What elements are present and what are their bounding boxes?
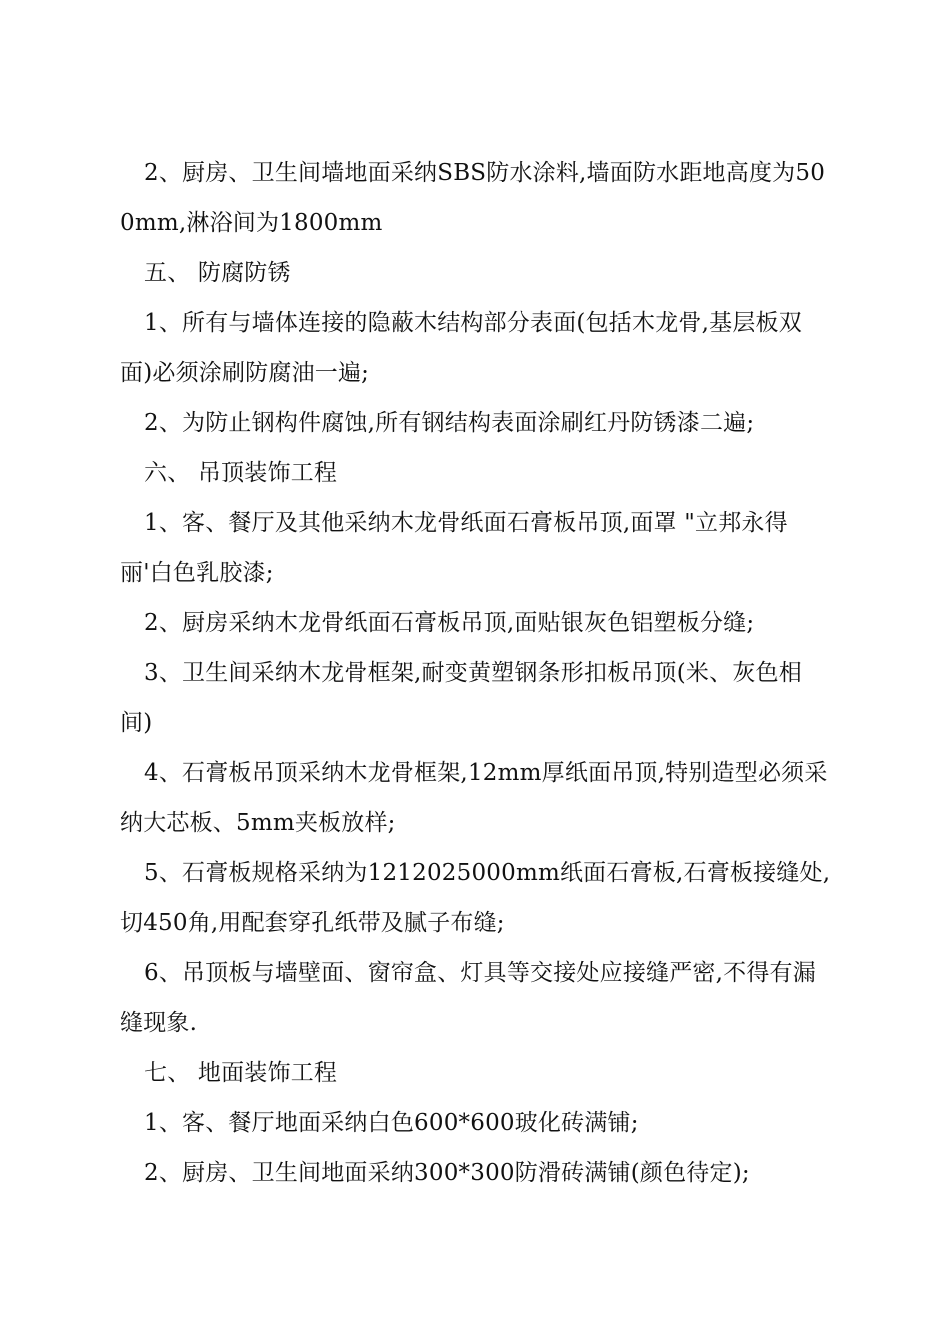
paragraph-floor-living-dining: 1、客、餐厅地面采纳白色600*600玻化砖满铺; [144,1110,639,1136]
paragraph-floor-kitchen-bath: 2、厨房、卫生间地面采纳300*300防滑砖满铺(颜色待定); [144,1160,750,1186]
paragraph-ceiling-kitchen: 2、厨房采纳木龙骨纸面石膏板吊顶,面贴银灰色铝塑板分缝; [144,610,755,636]
section-heading-anticorrosion: 五、 防腐防锈 [144,260,291,286]
paragraph-anticorrosion-wood: 1、所有与墙体连接的隐蔽木结构部分表面(包括木龙骨,基层板双面)必须涂刷防腐油一遍; [120,310,802,386]
paragraph-ceiling-living-dining: 1、客、餐厅及其他采纳木龙骨纸面石膏板吊顶,面罩 "立邦永得丽'白色乳胶漆; [120,510,788,586]
paragraph-waterproof-kitchen-bath: 2、厨房、卫生间墙地面采纳SBS防水涂料,墙面防水距地高度为500mm,淋浴间为1800mm [120,160,826,236]
paragraph-ceiling-gypsum-frame: 4、石膏板吊顶采纳木龙骨框架,12mm厚纸面吊顶,特别造型必须采纳大芯板、5mm夹板放样; [120,760,828,836]
document-body [120,148,832,1198]
paragraph-ceiling-gypsum-spec: 5、石膏板规格采纳为1212025000mm纸面石膏板,石膏板接缝处,切450角,用配套穿孔纸带及腻子布缝; [120,860,831,936]
paragraph-ceiling-bathroom: 3、卫生间采纳木龙骨框架,耐变黄塑钢条形扣板吊顶(米、灰色相间) [120,660,802,736]
section-heading-floor: 七、 地面装饰工程 [144,1060,338,1086]
paragraph-anticorrosion-steel: 2、为防止钢构件腐蚀,所有钢结构表面涂刷红丹防锈漆二遍; [144,410,755,436]
section-heading-ceiling: 六、 吊顶装饰工程 [144,460,338,486]
paragraph-ceiling-joints: 6、吊顶板与墙壁面、窗帘盒、灯具等交接处应接缝严密,不得有漏缝现象. [120,960,816,1036]
